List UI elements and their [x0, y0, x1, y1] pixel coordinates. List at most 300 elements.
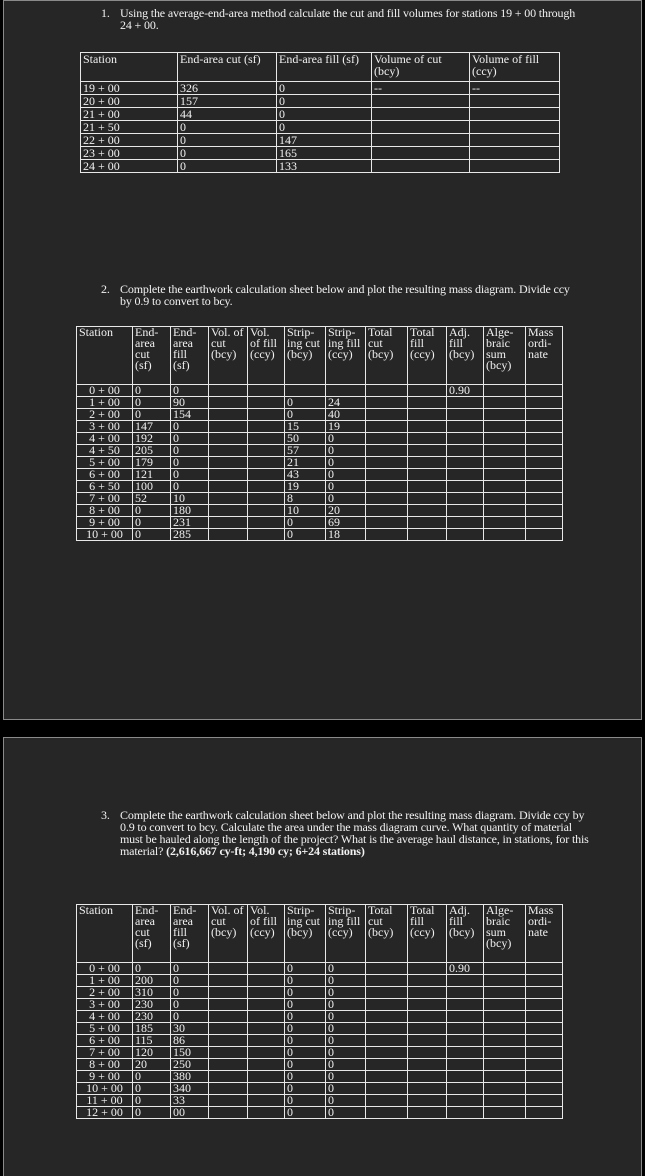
table-cell [209, 963, 248, 975]
table-cell: 0 [326, 963, 366, 975]
table-cell [447, 397, 484, 409]
table-cell [484, 987, 526, 999]
table-cell [366, 975, 408, 987]
table-cell [248, 385, 285, 397]
table-cell [447, 493, 484, 505]
table-cell [209, 457, 248, 469]
table-cell [366, 963, 408, 975]
table-row [77, 505, 563, 517]
station-cell: 9 + 00 [77, 1071, 133, 1083]
question-2-text: Complete the earthwork calculation sheet below and plot the resulting mass diagram. Divide ccy by 0.9 to convert to bcy. [120, 282, 570, 308]
table-cell [408, 481, 447, 493]
table-cell [526, 385, 563, 397]
table-cell [484, 1107, 526, 1119]
question-2-number: 2. [101, 282, 110, 296]
station-cell: 4 + 00 [77, 1011, 133, 1023]
table-cell [408, 505, 447, 517]
table-cell: 0 [171, 457, 209, 469]
table-cell: 10 [285, 505, 326, 517]
column-header: Total cut (bcy) [366, 327, 408, 385]
table-cell [470, 147, 560, 160]
station-cell: 5 + 00 [77, 1023, 133, 1035]
station-cell: 12 + 00 [77, 1107, 133, 1119]
table-cell: 133 [277, 160, 372, 173]
table-cell [447, 517, 484, 529]
table-cell: 0 [171, 469, 209, 481]
column-header: Total cut (bcy) [366, 905, 408, 963]
table-cell [484, 1095, 526, 1107]
table-cell: 0 [171, 445, 209, 457]
table-cell [447, 1035, 484, 1047]
table-row [81, 134, 560, 147]
table-cell [372, 134, 470, 147]
table-cell [484, 481, 526, 493]
table-cell [447, 1107, 484, 1119]
table-row [77, 1011, 563, 1023]
table-cell [248, 999, 285, 1011]
table-cell [408, 1071, 447, 1083]
table-cell: -- [470, 82, 560, 95]
station-cell: 19 + 00 [81, 82, 178, 95]
table-cell: 18 [326, 529, 366, 541]
question-3-table [76, 904, 563, 1119]
table-cell: 0 [326, 469, 366, 481]
table-cell [248, 469, 285, 481]
table-row [77, 445, 563, 457]
table-row [81, 95, 560, 108]
table-cell: 0 [326, 433, 366, 445]
table-cell [209, 481, 248, 493]
column-header: Strip- ing cut (bcy) [285, 327, 326, 385]
question-3-text [101, 809, 591, 857]
table-cell [372, 147, 470, 160]
table-cell [209, 1047, 248, 1059]
table-cell [408, 397, 447, 409]
station-cell: 11 + 00 [77, 1095, 133, 1107]
table-cell: 0 [326, 1023, 366, 1035]
table-cell: 0 [285, 999, 326, 1011]
table-cell [408, 963, 447, 975]
table-cell: 33 [171, 1095, 209, 1107]
table-cell [484, 1071, 526, 1083]
column-header: End- area fill (sf) [171, 327, 209, 385]
table-cell [484, 397, 526, 409]
table-cell [447, 975, 484, 987]
table-cell [248, 1059, 285, 1071]
table-cell: 0 [285, 1011, 326, 1023]
table-cell: 0 [285, 1071, 326, 1083]
table-cell [209, 975, 248, 987]
table-cell: 0 [285, 517, 326, 529]
table-cell: 20 [133, 1059, 171, 1071]
table-cell: 120 [133, 1047, 171, 1059]
table-cell: 0 [171, 421, 209, 433]
table-cell [248, 1071, 285, 1083]
table-cell [526, 963, 563, 975]
table-cell: 0.90 [447, 963, 484, 975]
table-cell: 0 [171, 975, 209, 987]
table-cell [526, 481, 563, 493]
table-cell: 310 [133, 987, 171, 999]
table-cell: 0 [326, 999, 366, 1011]
table-header-row [77, 327, 563, 385]
column-header: Station [77, 905, 133, 963]
table-cell: 40 [326, 409, 366, 421]
station-cell: 1 + 00 [77, 397, 133, 409]
table-cell: 230 [133, 1011, 171, 1023]
table-cell [248, 1011, 285, 1023]
column-header: Mass ordi- nate [526, 327, 563, 385]
table-cell: 165 [277, 147, 372, 160]
table-cell: 0 [285, 397, 326, 409]
table-cell [408, 1059, 447, 1071]
table-cell [408, 517, 447, 529]
table-cell: 0 [326, 445, 366, 457]
table-cell: 0 [171, 385, 209, 397]
table-cell [366, 1083, 408, 1095]
question-1 [101, 7, 581, 31]
table-cell: 15 [285, 421, 326, 433]
table-cell [248, 975, 285, 987]
table-cell: 0 [326, 1035, 366, 1047]
station-cell: 10 + 00 [77, 1083, 133, 1095]
station-cell: 6 + 00 [77, 1035, 133, 1047]
table-cell [484, 445, 526, 457]
column-header: Vol. of cut (bcy) [209, 905, 248, 963]
table-cell [408, 1023, 447, 1035]
table-cell [484, 457, 526, 469]
table-cell [408, 975, 447, 987]
table-cell [408, 433, 447, 445]
table-cell: 0 [133, 1095, 171, 1107]
table-cell [366, 445, 408, 457]
table-row [77, 529, 563, 541]
table-cell: 0 [326, 493, 366, 505]
table-row [77, 517, 563, 529]
table-cell: 0 [133, 1083, 171, 1095]
table-cell [209, 1011, 248, 1023]
table-cell [209, 529, 248, 541]
table-cell [526, 433, 563, 445]
station-cell: 3 + 00 [77, 421, 133, 433]
table-cell: 285 [171, 529, 209, 541]
table-cell [366, 409, 408, 421]
table-cell [408, 999, 447, 1011]
table-cell [209, 469, 248, 481]
table-cell [408, 457, 447, 469]
table-cell: 147 [277, 134, 372, 147]
table-cell [484, 469, 526, 481]
table-cell: 326 [178, 82, 277, 95]
table-row [77, 433, 563, 445]
table-cell: 0 [285, 975, 326, 987]
table-row [77, 1083, 563, 1095]
table-cell: 0 [178, 121, 277, 134]
table-cell [209, 493, 248, 505]
table-cell [484, 385, 526, 397]
table-cell [526, 987, 563, 999]
table-cell: 121 [133, 469, 171, 481]
table-cell [484, 963, 526, 975]
station-cell: 6 + 00 [77, 469, 133, 481]
table-cell [408, 987, 447, 999]
table-cell [408, 445, 447, 457]
table-cell: 200 [133, 975, 171, 987]
station-cell: 6 + 50 [77, 481, 133, 493]
table-cell [209, 987, 248, 999]
table-cell [447, 469, 484, 481]
table-cell: 30 [171, 1023, 209, 1035]
table-cell [484, 999, 526, 1011]
table-cell [484, 1083, 526, 1095]
column-header: Mass ordi- nate [526, 905, 563, 963]
table-cell [209, 385, 248, 397]
column-header: Total fill (ccy) [408, 327, 447, 385]
table-cell [366, 493, 408, 505]
table-cell [484, 433, 526, 445]
table-cell [209, 517, 248, 529]
table-cell [526, 529, 563, 541]
table-cell [526, 1047, 563, 1059]
table-cell [408, 529, 447, 541]
table-header-row [77, 905, 563, 963]
table-cell: 0 [326, 1095, 366, 1107]
table-cell: 0 [277, 121, 372, 134]
table-cell: 0 [285, 1083, 326, 1095]
table-cell [366, 1011, 408, 1023]
table-cell [447, 1059, 484, 1071]
table-cell [484, 1035, 526, 1047]
table-cell [526, 1035, 563, 1047]
column-header: Alge- braic sum (bcy) [484, 905, 526, 963]
table-cell: 230 [133, 999, 171, 1011]
table-cell [248, 433, 285, 445]
station-cell: 21 + 00 [81, 108, 178, 121]
table-cell [366, 1023, 408, 1035]
table-cell [470, 121, 560, 134]
table-cell: 0 [285, 1107, 326, 1119]
table-row [77, 1071, 563, 1083]
station-cell: 20 + 00 [81, 95, 178, 108]
table-cell [447, 1095, 484, 1107]
table-row [81, 82, 560, 95]
table-cell [248, 493, 285, 505]
table-cell [366, 1071, 408, 1083]
table-cell [248, 1023, 285, 1035]
table-cell [470, 160, 560, 173]
table-cell [484, 409, 526, 421]
table-cell: 0 [178, 147, 277, 160]
table-cell: 21 [285, 457, 326, 469]
question-2-table [76, 326, 563, 541]
table-cell: 0 [326, 1047, 366, 1059]
table-cell [408, 421, 447, 433]
station-cell: 8 + 00 [77, 1059, 133, 1071]
table-cell: 0 [285, 1047, 326, 1059]
table-cell [526, 421, 563, 433]
table-cell: 00 [171, 1107, 209, 1119]
table-cell: 0 [171, 1011, 209, 1023]
table-cell: 44 [178, 108, 277, 121]
question-1-table [80, 52, 560, 173]
column-header: Vol. of fill (ccy) [248, 327, 285, 385]
table-cell [526, 445, 563, 457]
table-cell: 0 [133, 385, 171, 397]
table-cell: 52 [133, 493, 171, 505]
table-cell [526, 1023, 563, 1035]
table-cell: 0 [326, 987, 366, 999]
column-header: Adj. fill (bcy) [447, 905, 484, 963]
table-cell [484, 1047, 526, 1059]
station-cell: 24 + 00 [81, 160, 178, 173]
table-cell: 0 [133, 1071, 171, 1083]
table-cell [526, 975, 563, 987]
table-row [77, 1023, 563, 1035]
station-cell: 22 + 00 [81, 134, 178, 147]
table-cell: 57 [285, 445, 326, 457]
table-cell [526, 1107, 563, 1119]
table-header-row [81, 53, 560, 82]
table-cell [526, 1059, 563, 1071]
table-row [77, 1035, 563, 1047]
table-cell: 24 [326, 397, 366, 409]
question-3-answer: (2,616,667 cy-ft; 4,190 cy; 6+24 stations) [166, 844, 365, 858]
table-cell: 0 [178, 134, 277, 147]
table-cell [248, 505, 285, 517]
table-cell [447, 1047, 484, 1059]
table-cell: 340 [171, 1083, 209, 1095]
table-row [77, 409, 563, 421]
column-header: Station [77, 327, 133, 385]
table-row [81, 147, 560, 160]
table-cell [526, 409, 563, 421]
table-cell [447, 445, 484, 457]
table-cell: 115 [133, 1035, 171, 1047]
table-cell [526, 1011, 563, 1023]
table-row [77, 481, 563, 493]
question-1-text: Using the average-end-area method calculate the cut and fill volumes for stations 19 + 00 through 24 + 00. [120, 6, 576, 32]
table-cell [366, 1107, 408, 1119]
table-cell: 69 [326, 517, 366, 529]
table-cell [447, 1011, 484, 1023]
table-cell [248, 445, 285, 457]
table-row [77, 1047, 563, 1059]
table-cell: 179 [133, 457, 171, 469]
column-header: Adj. fill (bcy) [447, 327, 484, 385]
table-row [77, 421, 563, 433]
station-cell: 8 + 00 [77, 505, 133, 517]
table-cell: 380 [171, 1071, 209, 1083]
table-cell [484, 493, 526, 505]
table-row [77, 397, 563, 409]
table-cell [408, 385, 447, 397]
table-cell [209, 1023, 248, 1035]
table-cell [484, 975, 526, 987]
table-cell [447, 505, 484, 517]
table-cell [248, 517, 285, 529]
table-cell [248, 1095, 285, 1107]
column-header: End- area cut (sf) [133, 327, 171, 385]
table-cell: 0 [133, 529, 171, 541]
station-cell: 1 + 00 [77, 975, 133, 987]
table-cell [248, 1083, 285, 1095]
column-header: End- area cut (sf) [133, 905, 171, 963]
table-cell [209, 445, 248, 457]
table-cell: 185 [133, 1023, 171, 1035]
station-cell: 3 + 00 [77, 999, 133, 1011]
table-cell [484, 421, 526, 433]
table-cell [372, 95, 470, 108]
table-row [81, 108, 560, 121]
table-cell: 0 [133, 1107, 171, 1119]
table-cell [209, 409, 248, 421]
question-3 [101, 809, 591, 857]
table-cell: 0 [277, 82, 372, 95]
table-cell: 231 [171, 517, 209, 529]
table-cell [209, 1095, 248, 1107]
table-cell [447, 999, 484, 1011]
column-header: End-area fill (sf) [277, 53, 372, 82]
table-cell: 157 [178, 95, 277, 108]
table-cell [484, 1011, 526, 1023]
table-cell: 0 [178, 160, 277, 173]
table-cell [366, 1059, 408, 1071]
table-cell [408, 1011, 447, 1023]
table-cell [366, 505, 408, 517]
table-cell: 0 [285, 1095, 326, 1107]
table-cell [285, 385, 326, 397]
table-cell [326, 385, 366, 397]
table-cell [526, 469, 563, 481]
table-cell [209, 1083, 248, 1095]
table-cell [447, 457, 484, 469]
table-cell [366, 385, 408, 397]
station-cell: 0 + 00 [77, 963, 133, 975]
question-2 [101, 283, 581, 307]
station-cell: 2 + 00 [77, 409, 133, 421]
column-header: Total fill (ccy) [408, 905, 447, 963]
table-cell [209, 421, 248, 433]
table-cell: -- [372, 82, 470, 95]
table-cell [447, 1071, 484, 1083]
table-cell [366, 529, 408, 541]
table-cell: 0 [285, 1035, 326, 1047]
table-cell [248, 1035, 285, 1047]
table-cell [209, 505, 248, 517]
table-cell: 8 [285, 493, 326, 505]
table-cell [209, 1107, 248, 1119]
table-cell [366, 517, 408, 529]
table-cell [366, 987, 408, 999]
table-cell: 0.90 [447, 385, 484, 397]
table-cell [366, 1047, 408, 1059]
table-cell [366, 433, 408, 445]
table-cell: 86 [171, 1035, 209, 1047]
table-cell [248, 457, 285, 469]
table-cell [447, 409, 484, 421]
station-cell: 0 + 00 [77, 385, 133, 397]
table-cell [366, 457, 408, 469]
column-header: Strip- ing fill (ccy) [326, 327, 366, 385]
table-cell: 192 [133, 433, 171, 445]
table-cell: 0 [285, 963, 326, 975]
table-cell [526, 1083, 563, 1095]
station-cell: 7 + 00 [77, 1047, 133, 1059]
column-header: Vol. of cut (bcy) [209, 327, 248, 385]
table-cell: 0 [133, 409, 171, 421]
table-cell: 250 [171, 1059, 209, 1071]
table-cell: 0 [171, 999, 209, 1011]
